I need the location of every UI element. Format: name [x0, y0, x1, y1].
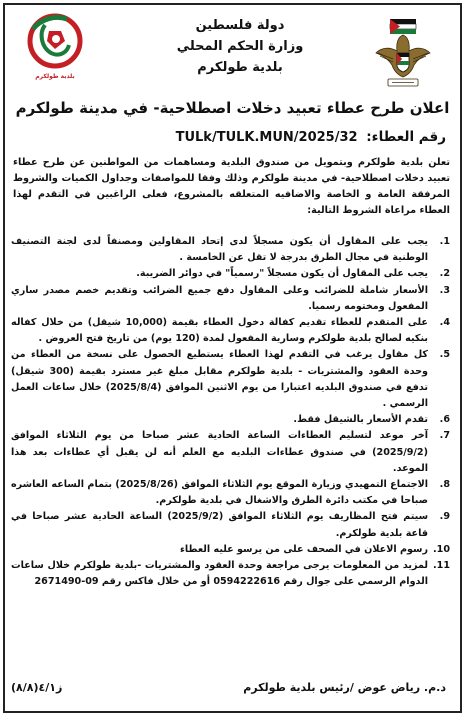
tender-reference-number: TULk/TULK.MUN/2025/32: [175, 130, 358, 145]
condition-number: 11.: [432, 560, 450, 572]
condition-text: كل مقاول يرغب في التقدم لهذا العطاء يستطيع الحصول على نسخة من العطاء من وحدة العقود والمشتريات - بلدية طولكرم مقابل مبلغ غير مسترد بقيمة (300 شيقل) تدفع في صندوق البلديه اعتبارا من يوم الاثنين الموافق (2025/8/4) خلال ساعات العمل الرسمي .: [11, 349, 429, 410]
condition-text: على المتقدم للعطاء تقديم كفالة دخول العطاء بقيمة (10,000 شيقل) من خلال كفاله بنكيه لصالح بلدية طولكرم وسارية المفعول لمدة (120 يوم) من تاريخ فتح العروض .: [11, 317, 428, 345]
condition-number: 10.: [432, 543, 450, 555]
condition-item: [11, 266, 452, 282]
condition-item: [11, 509, 452, 541]
page-reference: ز٤/١(٨/٨): [11, 681, 63, 694]
condition-item: [11, 542, 452, 558]
condition-number: 8.: [439, 479, 450, 491]
tender-reference: [9, 129, 446, 145]
condition-number: 1.: [439, 236, 450, 247]
condition-number: 3.: [439, 284, 450, 296]
condition-number: 4.: [439, 317, 450, 329]
condition-text: يجب على المقاول أن يكون مسجلاً لدى إتحاد المقاولين ومصنفاً لدى لجنة التصنيف الوطنية في مجال الطرق بدرجة لا تقل عن الخامسة .: [11, 236, 428, 264]
palestine-emblem-icon: [360, 13, 446, 93]
country-name: دولة فلسطين: [195, 18, 285, 33]
tulkarm-logo-icon: [15, 11, 93, 75]
intro-paragraph: تعلن بلدية طولكرم وبتمويل من صندوق البلدية ومساهمات من المواطنين عن طرح عطاء تعبيد دخلات اصطلاحية- في مدينة طولكرم وذلك وفقا للمواصفات وجداول الكميات والشروط المرفقة العامة و الخاصة والاضافيه المتعلقه بالمشروع، فعلى الراغبين في التقدم لهذا العطاء مراعاة الشروط التالية:: [13, 157, 450, 216]
condition-text: الاجتماع التمهيدي وزيارة الموقع يوم الثلاثاء الموافق (2025/8/26) بتمام الساعه العاشره صباحا في مكتب دائرة الطرق والاشغال في بلدية طولكرم.: [11, 479, 428, 507]
municipality-name: بلدية طولكرم: [197, 60, 283, 75]
condition-number: 9.: [439, 511, 450, 523]
tender-reference-label: رقم العطاء:: [366, 129, 446, 145]
ministry-name: وزارة الحكم المحلي: [176, 39, 304, 54]
condition-item: [11, 477, 452, 509]
document-frame: [3, 3, 462, 713]
condition-number: 7.: [439, 430, 450, 442]
signature: د.م. رياض عوض /رئيس بلدية طولكرم: [243, 681, 446, 694]
condition-item: [11, 347, 452, 412]
condition-text: لمزيد من المعلومات يرجى مراجعة وحدة العقود والمشتريات -بلدية طولكرم خلال ساعات الدوام الرسمي على جوال رقم 0594222616 أو من خلال فاكس رقم 09-2671490: [11, 560, 428, 588]
condition-item: [11, 283, 452, 315]
condition-item: [11, 558, 452, 590]
condition-item: [11, 315, 452, 347]
condition-text: يجب على المقاول أن يكون مسجلاً "رسمياً" في دوائر الضريبة.: [136, 268, 428, 280]
condition-text: رسوم الاعلان في الصحف على من يرسو عليه العطاء: [180, 543, 428, 555]
header-text: [155, 15, 325, 78]
conditions-list: [11, 234, 452, 590]
announcement-title: اعلان طرح عطاء تعبيد دخلات اصطلاحية- في مدينة طولكرم: [15, 99, 450, 117]
condition-text: الأسعار شاملة للضرائب وعلى المقاول دفع جميع الضرائب وتقديم خصم مصدر ساري المفعول ومختومه رسميا.: [11, 284, 428, 312]
condition-text: آخر موعد لتسليم العطاءات الساعة الحادية عشر صباحا من يوم الثلاثاء الموافق (2025/9/2) في صندوق عطاءات البلديه مع العلم أنه لن يقبل أي عطاءات بعد هذا الموعد.: [11, 430, 428, 474]
condition-number: 5.: [439, 349, 450, 361]
condition-item: [11, 412, 452, 428]
condition-text: سيتم فتح المظاريف يوم الثلاثاء الموافق (2025/9/2) الساعة الحادية عشر صباحا في قاعة بلدية طولكرم.: [11, 511, 428, 539]
logo-caption: بلدية طولكرم: [35, 73, 75, 80]
municipality-logo: [15, 11, 93, 93]
condition-number: 2.: [439, 268, 450, 280]
header: [5, 5, 460, 97]
condition-text: تقدم الأسعار بالشيقل فقط.: [293, 414, 428, 426]
condition-number: 6.: [439, 414, 450, 426]
condition-item: [11, 234, 452, 266]
condition-item: [11, 428, 452, 477]
